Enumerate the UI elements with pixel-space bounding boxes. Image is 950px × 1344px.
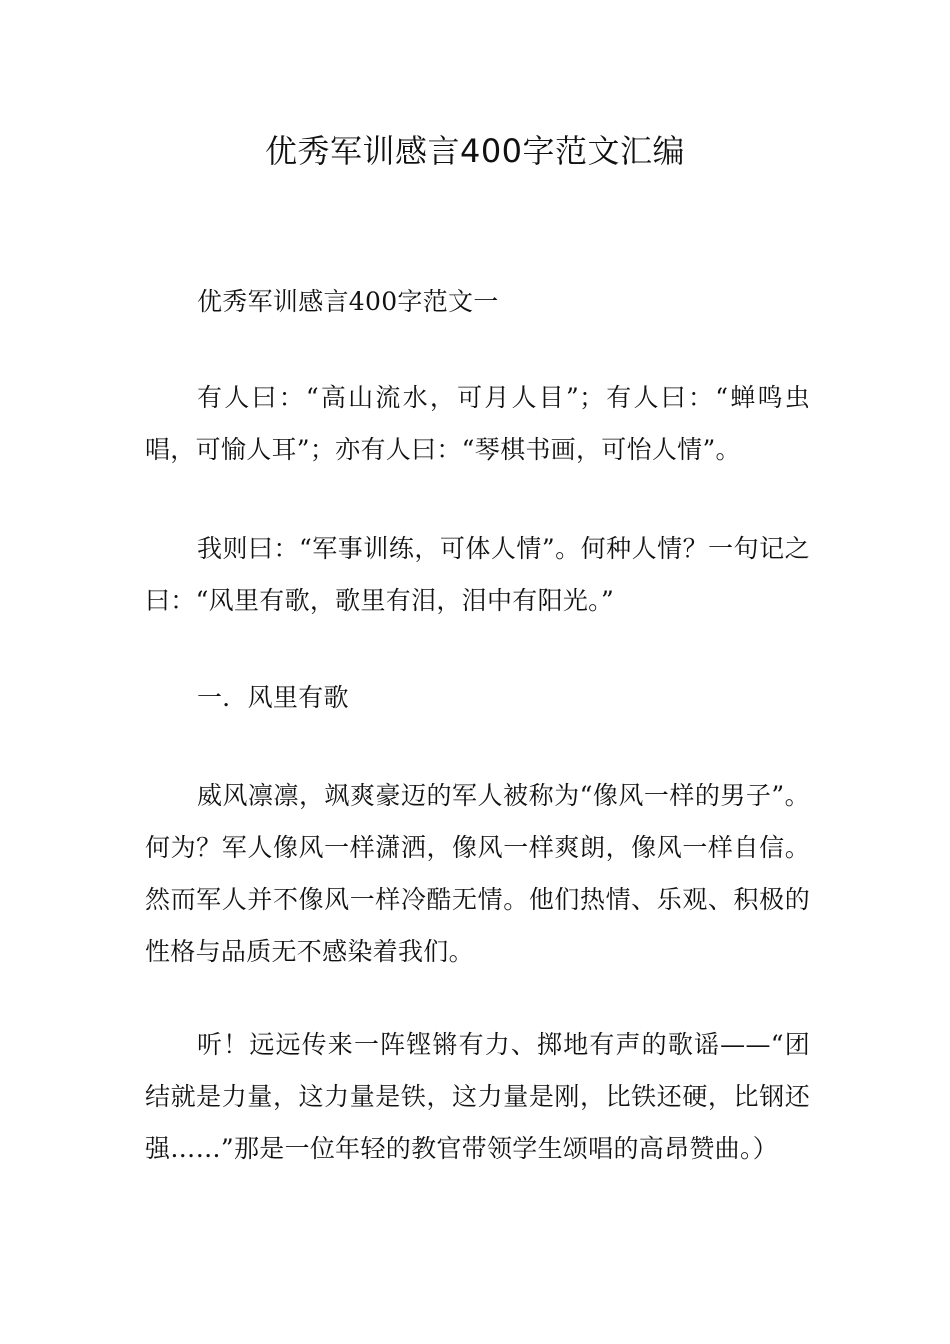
section-heading: 一．风里有歌 — [197, 683, 349, 712]
paragraph-military-training: 我则曰：“军事训练，可体人情”。何种人情？一句记之曰：“风里有歌，歌里有泪，泪中有阳光。” — [145, 534, 810, 615]
paragraph-song: 听！远远传来一阵铿锵有力、掷地有声的歌谣——“团结就是力量，这力量是铁，这力量是刚，比铁还硬，比钢还强……”那是一位年轻的教官带领学生颂唱的高昂赞曲。） — [145, 1030, 810, 1163]
essay-subtitle: 优秀军训感言400字范文一 — [197, 287, 499, 316]
paragraph-soldiers-like-wind: 威风凛凛，飒爽豪迈的军人被称为“像风一样的男子”。何为？军人像风一样潇洒，像风一样爽朗，像风一样自信。然而军人并不像风一样冷酷无情。他们热情、乐观、积极的性格与品质无不感染着我们。 — [145, 781, 810, 966]
paragraph-quotes: 有人曰：“高山流水，可月人目”；有人曰：“蝉鸣虫唱，可愉人耳”；亦有人曰：“琴棋书画，可怡人情”。 — [145, 383, 810, 464]
document-title: 优秀军训感言400字范文汇编 — [264, 132, 686, 170]
